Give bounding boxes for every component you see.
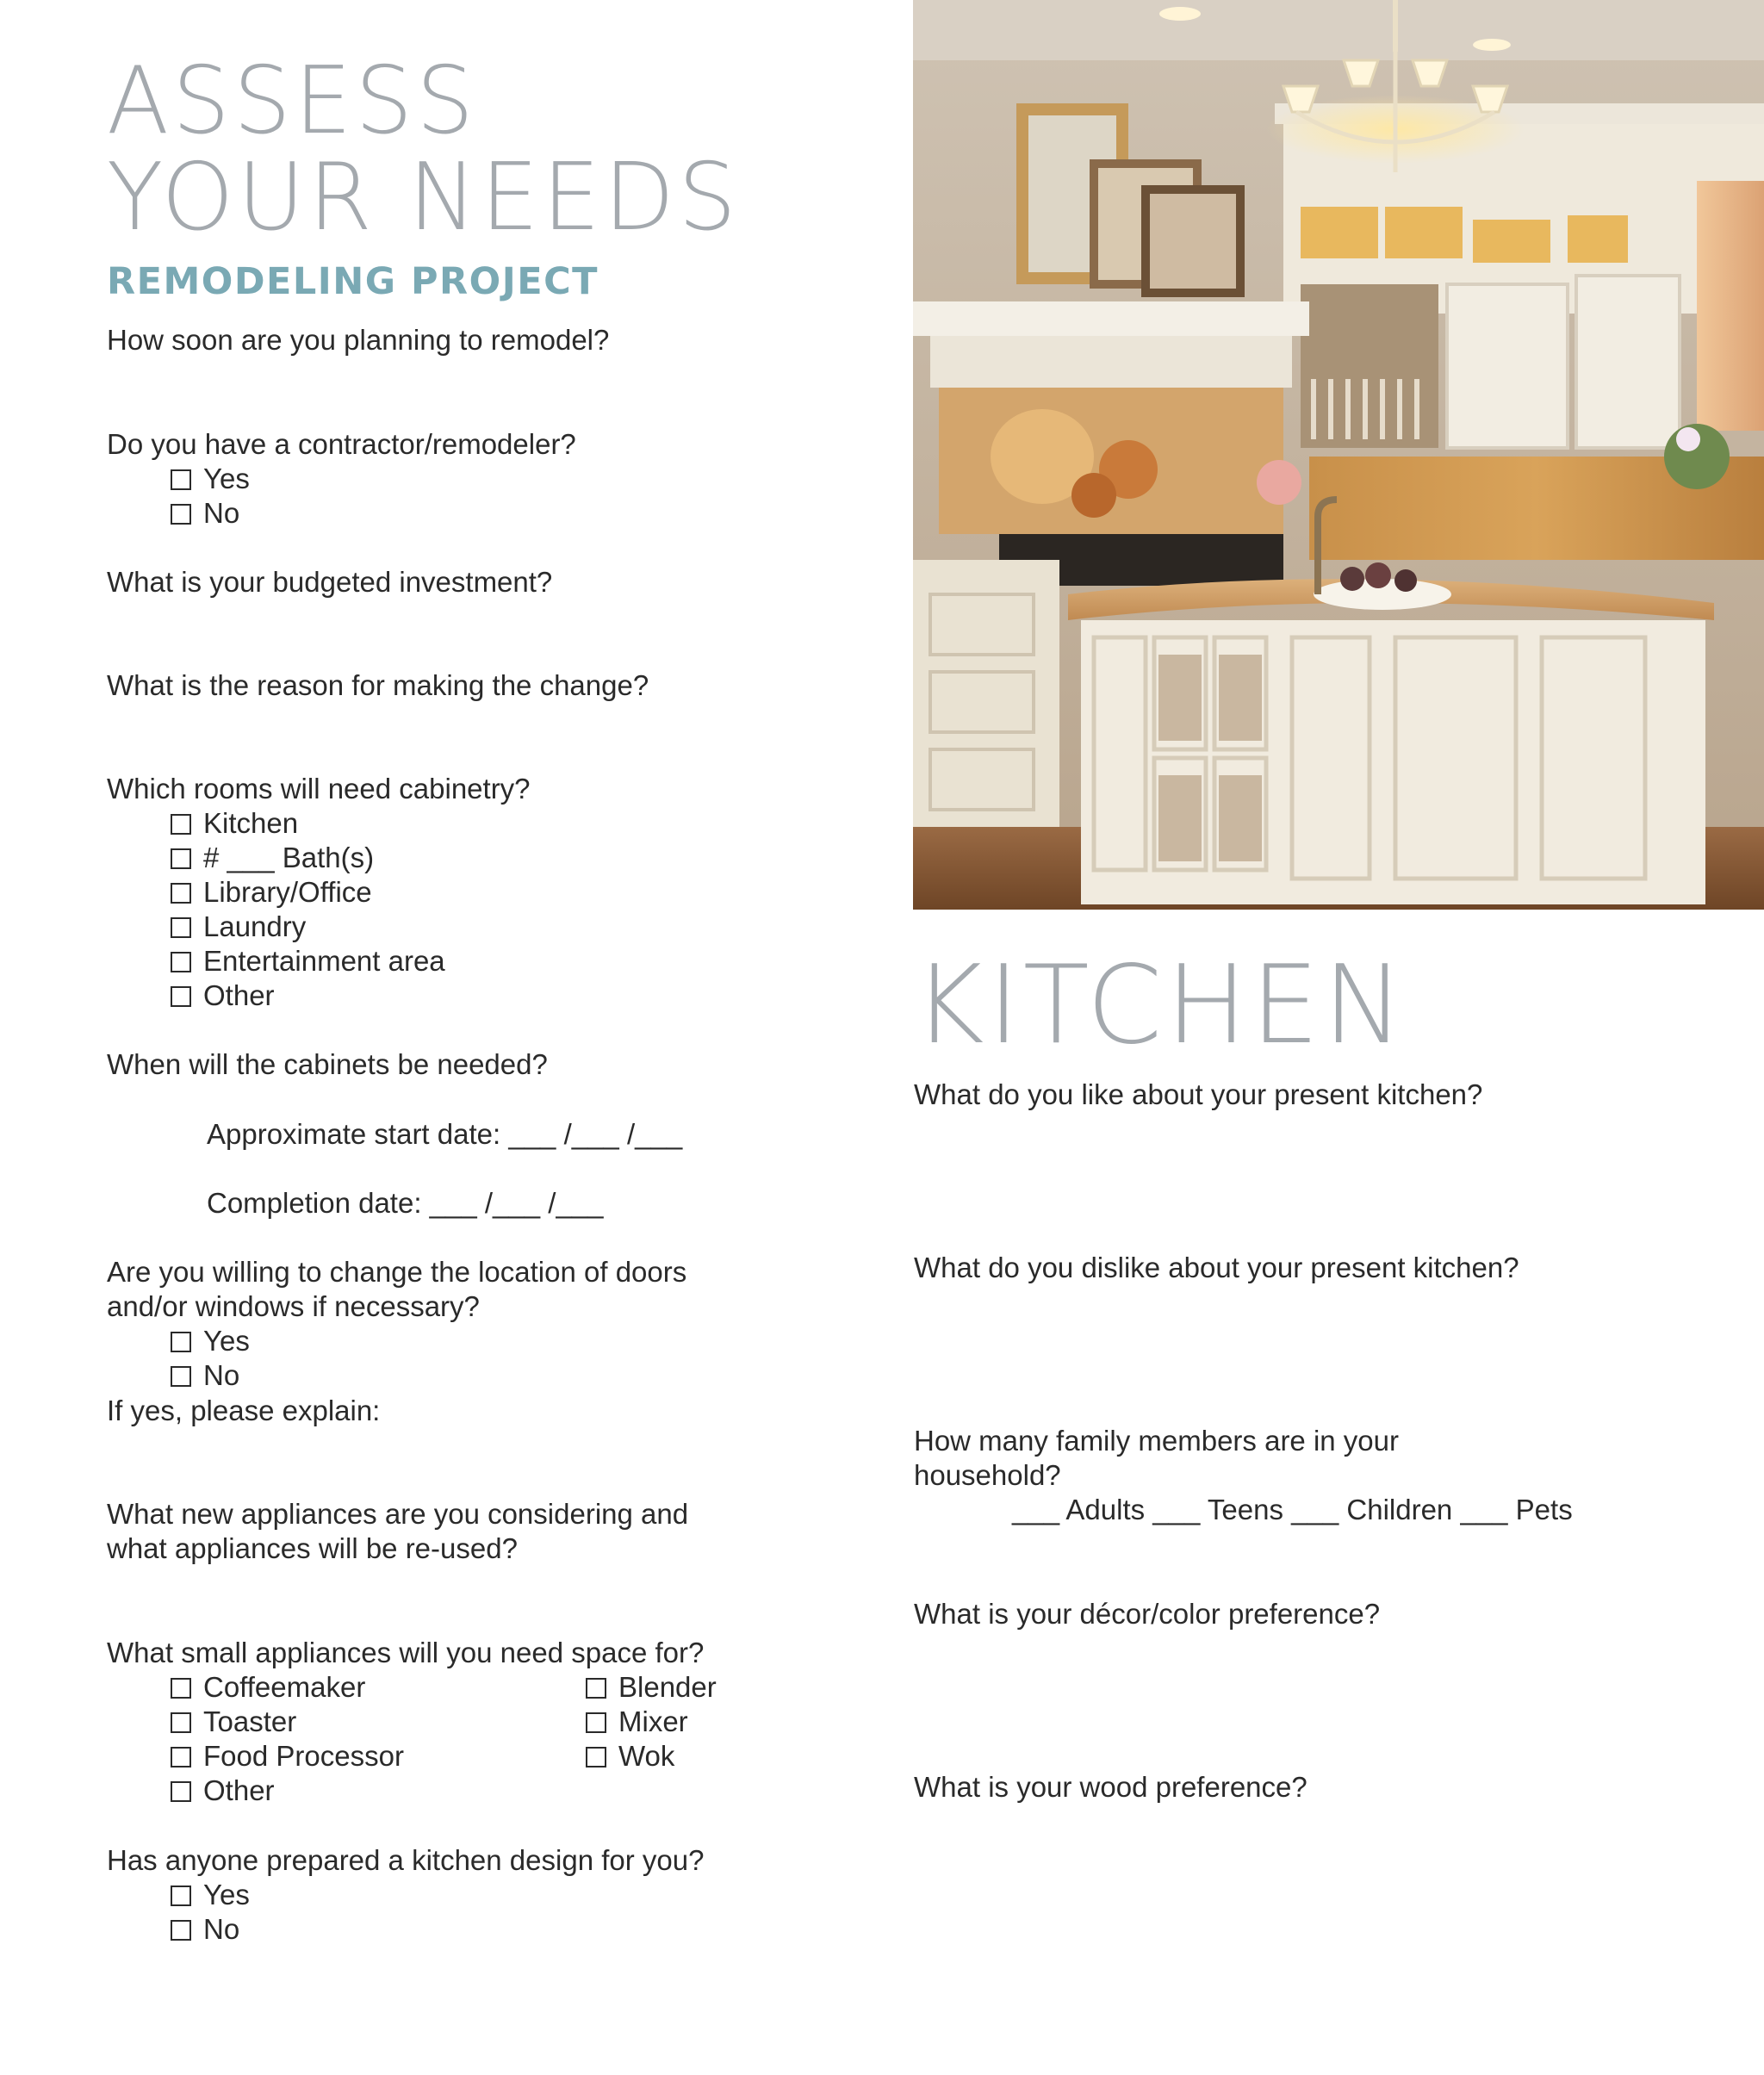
checkbox[interactable] <box>171 814 191 835</box>
page-title-line-2: YOUR NEEDS <box>107 144 740 252</box>
question-appliances-line-1: What new appliances are you considering and <box>107 1498 689 1530</box>
option-label: Yes <box>203 463 250 494</box>
family-counts-field[interactable]: ___ Adults ___ Teens ___ Children ___ Pets <box>1012 1494 1573 1525</box>
checkbox[interactable] <box>171 917 191 938</box>
checkbox[interactable] <box>171 504 191 525</box>
section-heading: REMODELING PROJECT <box>107 260 599 303</box>
checkbox[interactable] <box>171 1678 191 1699</box>
option-label: Toaster <box>203 1705 297 1737</box>
checkbox[interactable] <box>171 848 191 869</box>
completion-date-field[interactable]: Completion date: ___ /___ /___ <box>207 1187 604 1219</box>
option-toaster[interactable] <box>171 1705 296 1739</box>
option-label: # ___ Bath(s) <box>203 842 375 873</box>
question-like: What do you like about your present kitchen? <box>914 1078 1483 1110</box>
checkbox[interactable] <box>171 1747 191 1767</box>
question-family-line-1: How many family members are in your <box>914 1425 1399 1457</box>
checkbox[interactable] <box>586 1678 606 1699</box>
option-coffeemaker[interactable] <box>171 1670 365 1705</box>
option-wok[interactable] <box>586 1739 674 1774</box>
checkbox[interactable] <box>586 1747 606 1767</box>
option-design-no[interactable] <box>171 1912 239 1947</box>
question-wood: What is your wood preference? <box>914 1771 1307 1803</box>
option-mixer[interactable] <box>586 1705 688 1739</box>
page-title-line-1: ASSESS <box>107 47 477 155</box>
question-budget: What is your budgeted investment? <box>107 566 553 598</box>
checkbox[interactable] <box>171 986 191 1007</box>
question-contractor: Do you have a contractor/remodeler? <box>107 428 576 460</box>
option-label: Blender <box>618 1671 717 1703</box>
explain-prompt: If yes, please explain: <box>107 1395 381 1426</box>
option-blender[interactable] <box>586 1670 717 1705</box>
checkbox[interactable] <box>171 469 191 490</box>
option-doors-no[interactable] <box>171 1358 239 1393</box>
option-label: Wok <box>618 1740 675 1772</box>
checkbox[interactable] <box>171 952 191 972</box>
option-label: Coffeemaker <box>203 1671 366 1703</box>
question-family-line-2: household? <box>914 1459 1061 1491</box>
question-design: Has anyone prepared a kitchen design for you? <box>107 1844 705 1876</box>
checkbox[interactable] <box>171 1332 191 1352</box>
checkbox[interactable] <box>171 883 191 904</box>
option-room-library[interactable] <box>171 875 372 910</box>
option-label: Mixer <box>618 1705 688 1737</box>
question-how-soon: How soon are you planning to remodel? <box>107 324 610 356</box>
question-when: When will the cabinets be needed? <box>107 1048 548 1080</box>
option-label: No <box>203 497 240 529</box>
question-rooms: Which rooms will need cabinetry? <box>107 773 531 805</box>
checkbox[interactable] <box>171 1712 191 1733</box>
question-doors-line-1: Are you willing to change the location of doors <box>107 1256 687 1288</box>
option-room-kitchen[interactable] <box>171 806 298 841</box>
question-appliances-line-2: what appliances will be re-used? <box>107 1532 518 1564</box>
option-label: Entertainment area <box>203 945 445 977</box>
kitchen-title: KITCHEN <box>913 941 1407 1068</box>
kitchen-photo <box>913 0 1764 910</box>
option-label: Other <box>203 1774 275 1806</box>
option-room-laundry[interactable] <box>171 910 306 944</box>
option-contractor-no[interactable] <box>171 496 239 531</box>
question-doors-line-2: and/or windows if necessary? <box>107 1290 480 1322</box>
option-label: Library/Office <box>203 876 372 908</box>
option-label: Other <box>203 979 275 1011</box>
option-room-other[interactable] <box>171 978 275 1013</box>
question-small-appliances: What small appliances will you need space for? <box>107 1637 705 1668</box>
option-room-entertainment[interactable] <box>171 944 445 978</box>
option-room-bath[interactable] <box>171 841 374 875</box>
question-dislike: What do you dislike about your present kitchen? <box>914 1252 1519 1283</box>
start-date-field[interactable]: Approximate start date: ___ /___ /___ <box>207 1118 683 1150</box>
checkbox[interactable] <box>171 1781 191 1802</box>
question-reason: What is the reason for making the change? <box>107 669 649 701</box>
option-label: Yes <box>203 1879 250 1910</box>
option-label: No <box>203 1359 240 1391</box>
checkbox[interactable] <box>586 1712 606 1733</box>
checkbox[interactable] <box>171 1886 191 1906</box>
option-contractor-yes[interactable] <box>171 462 250 496</box>
option-label: Kitchen <box>203 807 299 839</box>
option-label: No <box>203 1913 240 1945</box>
checkbox[interactable] <box>171 1366 191 1387</box>
option-small-other[interactable] <box>171 1774 275 1808</box>
option-design-yes[interactable] <box>171 1878 250 1912</box>
option-doors-yes[interactable] <box>171 1324 250 1358</box>
checkbox[interactable] <box>171 1920 191 1941</box>
option-label: Yes <box>203 1325 250 1357</box>
option-label: Laundry <box>203 910 307 942</box>
question-decor: What is your décor/color preference? <box>914 1598 1381 1630</box>
option-food-processor[interactable] <box>171 1739 404 1774</box>
option-label: Food Processor <box>203 1740 404 1772</box>
